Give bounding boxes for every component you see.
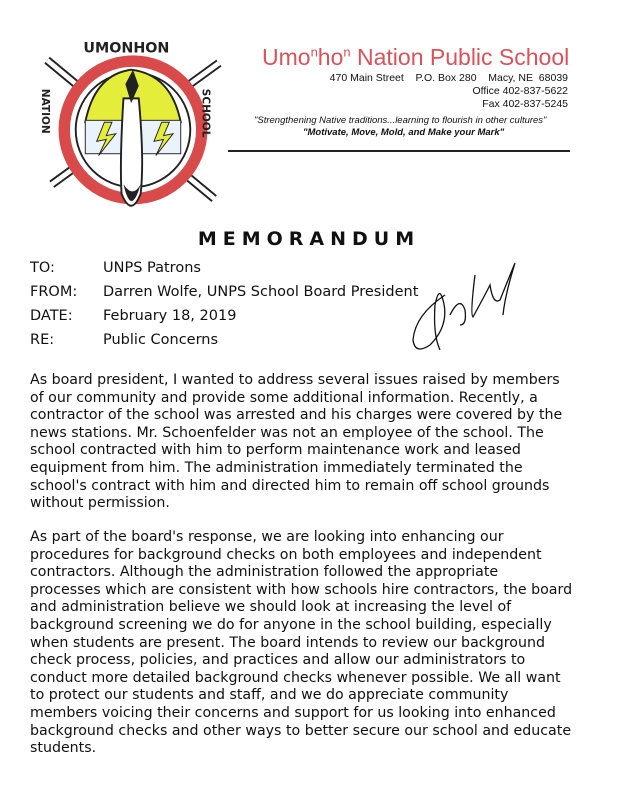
field-value: UNPS Patrons <box>103 260 201 276</box>
school-address: 470 Main Street P.O. Box 280 Macy, NE 68039 <box>329 72 568 84</box>
field-value: Darren Wolfe, UNPS School Board President <box>103 284 419 300</box>
motto-line-2: "Motivate, Move, Mold, and Make your Mark" <box>303 127 505 138</box>
office-phone: Office 402-837-5622 <box>472 85 568 97</box>
field-label: FROM: <box>30 284 78 300</box>
body-paragraph-2: As part of the board's response, we are looking into enhancing our procedures for background checks on both employees and independent contractors. Although the administration followed the appropriate processes which are consistent with how schools hire contractors, the board and administration believe we should look at increasing the level of background screening we do for anyone in the school building, especially when students are present. The board intends to review our background check process, policies, and practices and allow our administrators to conduct more detailed background checks whenever possible. We all want to protect our students and staff, and we do appreciate community members voicing their concerns and support for us looking into enhanced background checks and other ways to better secure our school and educate students. <box>30 529 573 757</box>
field-label: TO: <box>30 260 55 276</box>
memo-to <box>30 260 201 276</box>
letterhead-divider <box>228 150 570 152</box>
memo-from <box>30 284 418 300</box>
field-label: DATE: <box>30 308 73 324</box>
motto-line-1: "Strengthening Native traditions...learning to flourish in other cultures" <box>254 115 547 126</box>
field-value: Public Concerns <box>103 332 219 348</box>
signature <box>405 255 530 360</box>
svg-text:NATION: NATION <box>39 88 52 134</box>
svg-text:UMONHON: UMONHON <box>83 40 170 57</box>
svg-text:SCHOOL: SCHOOL <box>199 88 212 138</box>
body-paragraph-1: As board president, I wanted to address several issues raised by members of our community and provide some additional information. Recently, a contractor of the school was arrested and his charges were covered by the news stations. Mr. Schoenfelder was not an employee of the school. The school contracted with him to perform maintenance work and leased equipment from him. The administration immediately terminated the school's contract with him and directed him to remain off school grounds without permission. <box>30 372 563 512</box>
field-label: RE: <box>30 332 55 348</box>
fax-number: Fax 402-837-5245 <box>482 98 568 110</box>
memo-title: MEMORANDUM <box>197 228 421 250</box>
memo-date <box>30 308 236 324</box>
school-name: $Umo^nho^n$ Nation Public School <box>262 44 570 70</box>
field-value: February 18, 2019 <box>103 308 237 324</box>
school-logo <box>28 22 238 232</box>
memo-re <box>30 332 218 348</box>
